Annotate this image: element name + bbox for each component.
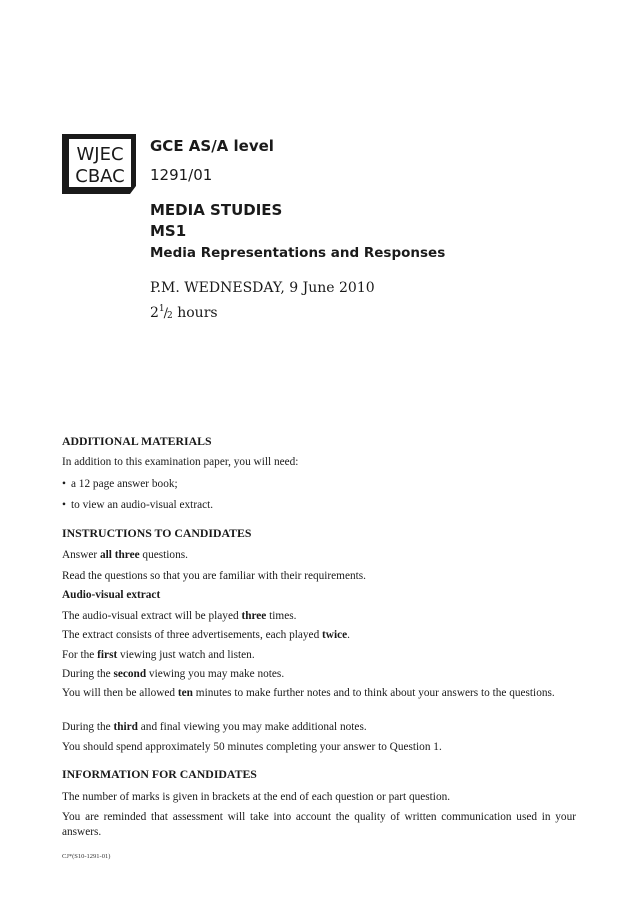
instruction-line: For the first viewing just watch and listen. — [62, 649, 255, 661]
instruction-line: The extract consists of three advertisements, each played twice. — [62, 629, 350, 641]
paper-code: 1291/01 — [150, 166, 213, 184]
wjec-cbac-logo — [62, 134, 138, 194]
instruction-line: During the third and final viewing you may make additional notes. — [62, 721, 367, 733]
audio-visual-subheading: Audio-visual extract — [62, 589, 161, 601]
material-item: • to view an audio-visual extract. — [62, 498, 576, 513]
material-item: • a 12 page answer book; — [62, 477, 576, 492]
instruction-line: Answer all three questions. — [62, 549, 188, 561]
logo-line-1: WJEC — [76, 144, 124, 165]
information-line: You are reminded that assessment will take into account the quality of written communication used in your answers. — [62, 811, 576, 838]
instructions-heading: INSTRUCTIONS TO CANDIDATES — [62, 526, 252, 540]
subject-title: MEDIA STUDIES — [150, 201, 283, 219]
duration-fraction: 1/2 — [158, 304, 173, 321]
paper-title: Media Representations and Responses — [150, 245, 446, 261]
instruction-line: You should spend approximately 50 minutes completing your answer to Question 1. — [62, 741, 442, 753]
instruction-line: The audio-visual extract will be played three times. — [62, 610, 297, 622]
qualification-title: GCE AS/A level — [150, 137, 274, 155]
instruction-line: Read the questions so that you are familiar with their requirements. — [62, 570, 366, 582]
exam-duration: 21/2 hours — [150, 304, 218, 321]
additional-materials-intro: In addition to this examination paper, you will need: — [62, 456, 299, 468]
logo-line-2: CBAC — [75, 166, 125, 187]
information-line: The number of marks is given in brackets at the end of each question or part question. — [62, 791, 451, 803]
instruction-line: You will then be allowed ten minutes to make further notes and to think about your answers to the questions. — [62, 687, 555, 699]
additional-materials-heading: ADDITIONAL MATERIALS — [62, 434, 212, 448]
information-heading: INFORMATION FOR CANDIDATES — [62, 767, 257, 781]
exam-date: P.M. WEDNESDAY, 9 June 2010 — [150, 280, 375, 296]
paper-number: MS1 — [150, 222, 187, 240]
page-footer-code: CJ*(S10-1291-01) — [62, 853, 111, 860]
instruction-line: During the second viewing you may make notes. — [62, 668, 285, 680]
